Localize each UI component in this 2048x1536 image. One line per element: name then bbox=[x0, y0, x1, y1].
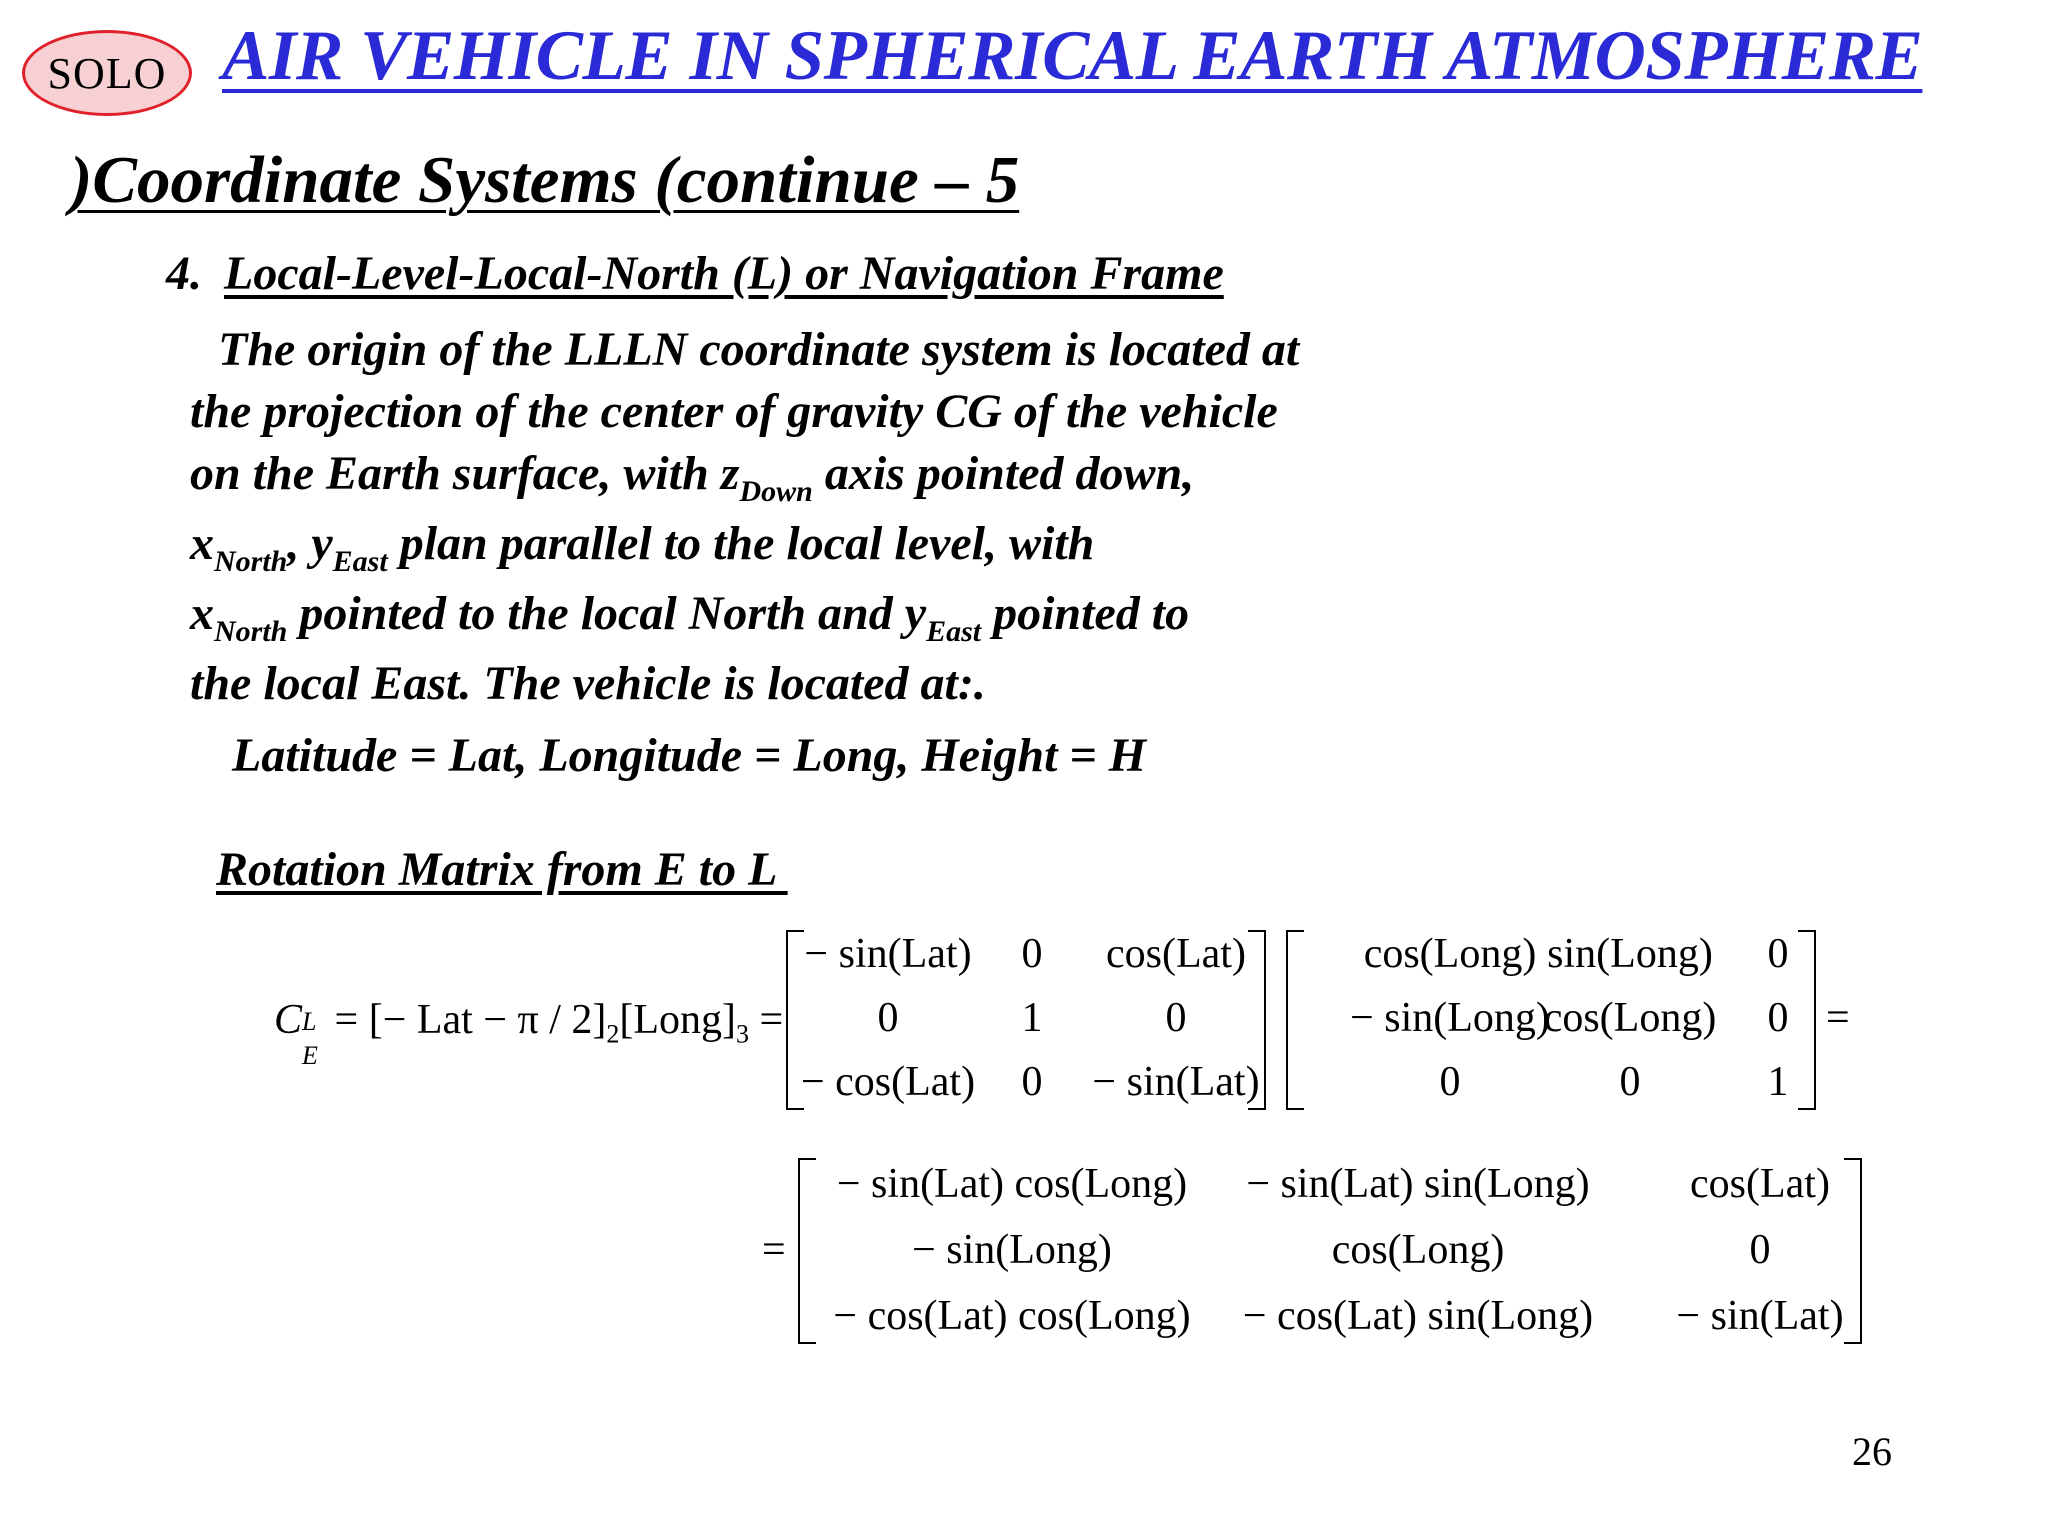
x-north-subscript: North bbox=[214, 615, 288, 648]
m3-cell: − sin(Long) bbox=[912, 1227, 1112, 1273]
m2-cell: 0 bbox=[1439, 1059, 1461, 1105]
line3-text-a: on the Earth surface, with z bbox=[190, 447, 740, 500]
line4-text-b: , y bbox=[287, 517, 333, 570]
line3-text-b: axis pointed down, bbox=[812, 447, 1195, 500]
page-number: 26 bbox=[1852, 1429, 1892, 1474]
m2-cell: 1 bbox=[1767, 1059, 1789, 1105]
m3-cell: − sin(Lat) sin(Long) bbox=[1246, 1161, 1590, 1207]
matrix2-left-bracket bbox=[1286, 930, 1304, 1110]
m3-cell: cos(Long) bbox=[1331, 1227, 1505, 1273]
matrix2-right-bracket bbox=[1798, 930, 1816, 1110]
section-title: )Coordinate Systems (continue – 5 bbox=[70, 143, 1020, 217]
m1-cell: − cos(Lat) bbox=[800, 1059, 976, 1105]
m3-cell: − sin(Lat) cos(Long) bbox=[836, 1161, 1188, 1207]
m2-cell: 0 bbox=[1619, 1059, 1641, 1105]
y-east-subscript: East bbox=[926, 615, 982, 648]
m1-cell: 0 bbox=[877, 995, 899, 1041]
m2-cell: 0 bbox=[1767, 931, 1789, 977]
line4-text-c: plan parallel to the local level, with bbox=[387, 517, 1095, 570]
m2-cell: cos(Long) bbox=[1363, 931, 1537, 977]
m3-cell: cos(Lat) bbox=[1690, 1161, 1830, 1207]
c-symbol: C bbox=[274, 997, 303, 1043]
paragraph-line-2: the projection of the center of gravity CG of the vehicle bbox=[190, 385, 1278, 438]
rotation-matrix-title: Rotation Matrix from E to L bbox=[216, 843, 788, 896]
equals-sign: = bbox=[749, 997, 784, 1043]
subsection-number: 4. bbox=[166, 247, 202, 300]
m3-cell: − sin(Lat) bbox=[1676, 1293, 1844, 1339]
paragraph-line-4 bbox=[190, 516, 1094, 579]
rotation-2-axis: 3 bbox=[736, 1019, 750, 1049]
subsection-text: Local-Level-Local-North (L) or Navigation Frame bbox=[224, 247, 1224, 300]
rotation-1-axis: 2 bbox=[606, 1019, 620, 1049]
line4-text-a: x bbox=[190, 517, 214, 570]
m2-cell: sin(Long) bbox=[1547, 931, 1713, 977]
m3-cell: − cos(Lat) sin(Long) bbox=[1242, 1293, 1594, 1339]
logo-text: SOLO bbox=[47, 48, 167, 98]
equation-lhs bbox=[274, 996, 784, 1070]
m1-cell: − sin(Lat) bbox=[1092, 1059, 1260, 1105]
equals-sign: = bbox=[1826, 995, 1850, 1041]
matrix3-left-bracket bbox=[798, 1158, 816, 1344]
m1-cell: 0 bbox=[1165, 995, 1187, 1041]
m2-cell: 0 bbox=[1767, 995, 1789, 1041]
m1-cell: 0 bbox=[1021, 1059, 1043, 1105]
m1-cell: 1 bbox=[1021, 995, 1043, 1041]
x-north-subscript: North bbox=[214, 545, 288, 578]
line5-text-c: pointed to bbox=[981, 587, 1190, 640]
slide-title: AIR VEHICLE IN SPHERICAL EARTH ATMOSPHERE bbox=[222, 17, 1923, 95]
line5-text-a: x bbox=[190, 587, 214, 640]
equals-sign: = bbox=[762, 1227, 786, 1273]
rotation-1: = [− Lat − π / 2] bbox=[324, 997, 607, 1043]
m1-cell: cos(Lat) bbox=[1106, 931, 1246, 977]
c-subscript: E bbox=[302, 1041, 318, 1070]
paragraph-line-3 bbox=[190, 446, 1194, 509]
subsection-title bbox=[166, 246, 1224, 301]
m1-cell: − sin(Lat) bbox=[804, 931, 972, 977]
position-line: Latitude = Lat, Longitude = Long, Height = H bbox=[232, 729, 1147, 782]
m2-cell: cos(Long) bbox=[1543, 995, 1717, 1041]
y-east-subscript: East bbox=[332, 545, 388, 578]
paragraph-line-5 bbox=[190, 586, 1189, 649]
m1-cell: 0 bbox=[1021, 931, 1043, 977]
solo-logo bbox=[22, 30, 192, 116]
c-superscript: L bbox=[302, 1007, 317, 1036]
z-down-subscript: Down bbox=[739, 475, 813, 508]
matrix3-right-bracket bbox=[1844, 1158, 1862, 1344]
m2-cell: − sin(Long) bbox=[1350, 995, 1550, 1041]
m3-cell: 0 bbox=[1749, 1227, 1771, 1273]
paragraph-line-1: The origin of the LLLN coordinate system is located at bbox=[218, 323, 1300, 376]
paragraph-line-6: the local East. The vehicle is located at:. bbox=[190, 657, 986, 710]
rotation-2: [Long] bbox=[619, 997, 737, 1043]
line5-text-b: pointed to the local North and y bbox=[287, 587, 927, 640]
m3-cell: − cos(Lat) cos(Long) bbox=[833, 1293, 1191, 1339]
